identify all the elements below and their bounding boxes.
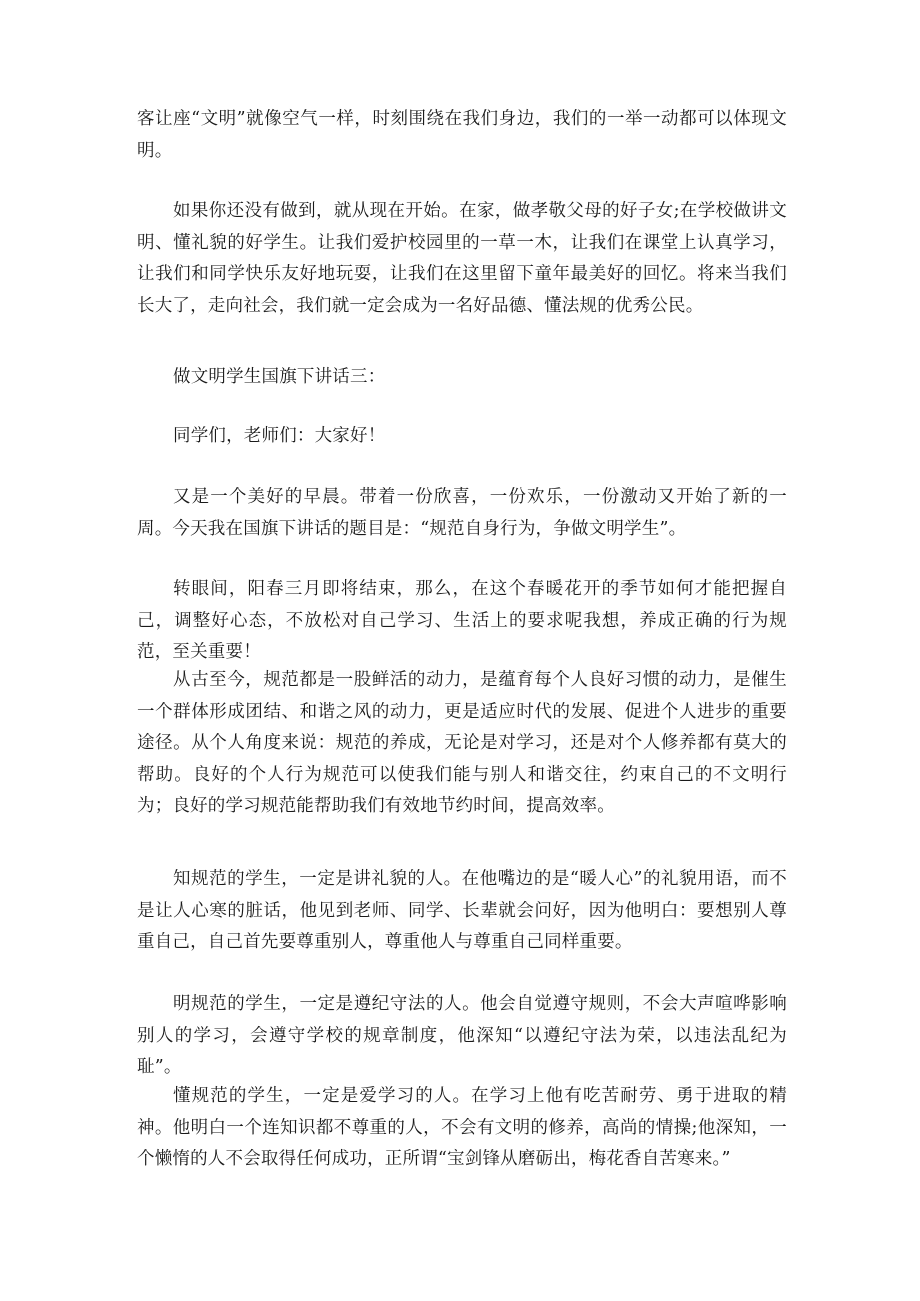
paragraph-spring: 转眼间，阳春三月即将结束，那么，在这个春暖花开的季节如何才能把握自己，调整好心态，不放松对自己学习、生活上的要求呢我想，养成正确的行为规范，至关重要！ (137, 579, 787, 662)
speech-heading: 做文明学生国旗下讲话三： (173, 367, 386, 387)
paragraph-politeness: 知规范的学生，一定是讲礼貌的人。在他嘴边的是“暖人心”的礼貌用语，而不是让人心寒的脏话，他见到老师、同学、长辈就会问好，因为他明白：要想别人尊重自己，自己首先要尊重别人，尊重他人与尊重自己同样重要。 (137, 869, 787, 952)
paragraph-study: 懂规范的学生，一定是爱学习的人。在学习上他有吃苦耐劳、勇于进取的精神。他明白一个连知识都不尊重的人，不会有文明的修养，高尚的情操;他深知，一个懒惰的人不会取得任何成功，正所谓“宝剑锋从磨砺出，梅花香自苦寒来。” (137, 1086, 787, 1169)
paragraph-intro: 又是一个美好的早晨。带着一份欣喜，一份欢乐，一份激动又开始了新的一周。今天我在国旗下讲话的题目是：“规范自身行为，争做文明学生”。 (137, 487, 787, 539)
paragraph-norms: 从古至今，规范都是一股鲜活的动力，是蕴育每个人良好习惯的动力，是催生一个群体形成团结、和谐之风的动力，更是适应时代的发展、促进个人进步的重要途径。从个人角度来说：规范的养成，无论是对学习，还是对个人修养都有莫大的帮助。良好的个人行为规范可以使我们能与别人和谐交往，约束自己的不文明行为；良好的学习规范能帮助我们有效地节约时间，提高效率。 (137, 670, 787, 816)
paragraph-continuation: 客让座“文明”就像空气一样，时刻围绕在我们身边，我们的一举一动都可以体现文明。 (137, 109, 787, 161)
speech-greeting: 同学们，老师们：大家好！ (173, 426, 386, 446)
paragraph-law: 明规范的学生，一定是遵纪守法的人。他会自觉遵守规则，不会大声喧哗影响别人的学习，会遵守学校的规章制度，他深知“以遵纪守法为荣，以违法乱纪为耻”。 (137, 994, 787, 1077)
paragraph-start-now: 如果你还没有做到，就从现在开始。在家，做孝敬父母的好子女;在学校做讲文明、懂礼貌的好学生。让我们爱护校园里的一草一木，让我们在课堂上认真学习，让我们和同学快乐友好地玩耍，让我们在这里留下童年最美好的回忆。将来当我们长大了，走向社会，我们就一定会成为一名好品德、懂法规的优秀公民。 (137, 201, 787, 316)
